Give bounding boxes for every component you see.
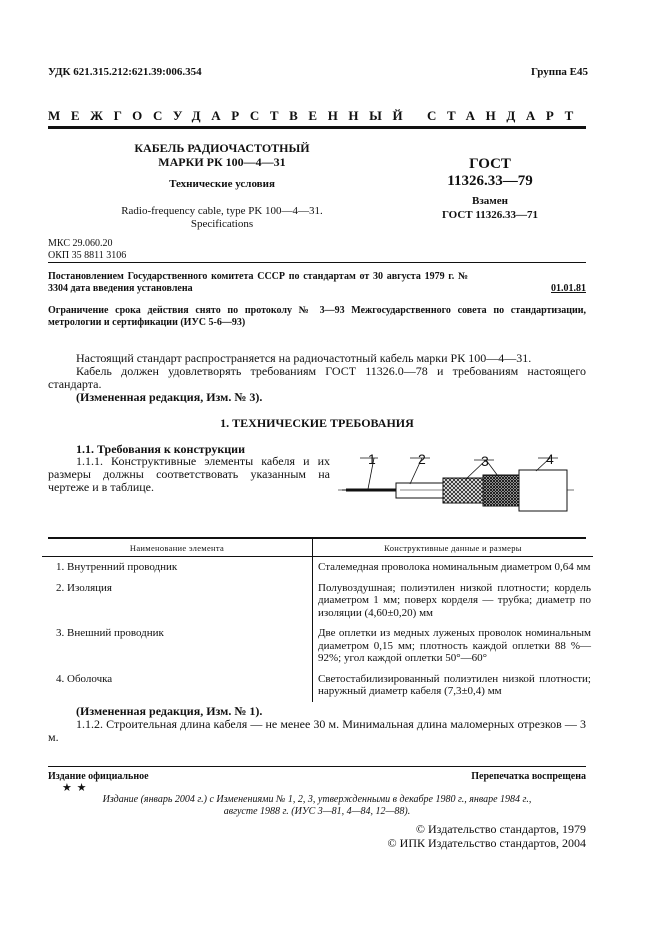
- table-edit-note: (Измененная редакция, Изм. № 1).: [76, 704, 263, 718]
- english-title-line1: Radio-frequency cable, type PK 100—4—31.: [121, 205, 323, 217]
- drawing-label-1: 1: [368, 451, 376, 467]
- table-row: [42, 578, 593, 624]
- table-cell-name: 4. Оболочка: [56, 672, 113, 685]
- paragraph-1-1-1: 1.1.1. Конструктивные элементы кабеля и их размеры должны соответствовать указанным на чертеже и в таблице.: [48, 454, 330, 494]
- footer-rule: [48, 766, 586, 767]
- table-cell-data: Две оплетки из медных луженых проволок номинальным диаметром 0,15 мм; плотность каждой оплетки 88 %—92%; угол каждой оплетки 50°—60°: [313, 623, 594, 669]
- group-code: Группа Е45: [530, 66, 588, 78]
- english-title-line2: Specifications: [190, 218, 254, 230]
- spec-table: [42, 539, 593, 702]
- gost-label: ГОСТ: [469, 156, 511, 172]
- insulation-shape: [396, 483, 446, 498]
- copyright-line1: © Издательство стандартов, 1979: [415, 822, 586, 836]
- outer-braid-1-shape: [443, 478, 485, 503]
- table-cell-data: Полувоздушная; полиэтилен низкой плотности; кордель диаметром 1 мм; поверх корделя — трубка; диаметр по изоляции (4,60±0,20) мм: [313, 578, 594, 624]
- intro-paragraph-2: Кабель должен удовлетворять требованиям ГОСТ 11326.0—78 и требованиям настоящего стандарта.: [48, 364, 586, 391]
- stars: ★ ★: [62, 782, 88, 794]
- reprint-notice: Перепечатка воспрещена: [471, 771, 586, 782]
- official-edition: Издание официальное: [48, 771, 149, 782]
- gost-number: 11326.33—79: [447, 173, 533, 189]
- restriction-note: Ограничение срока действия снято по протоколу № 3—93 Межгосударственного совета по стандартизации, метрологии и сертификации (ИУС 5-6—93): [48, 305, 586, 328]
- edition-note-line2: августе 1988 г. (ИУС 3—81, 4—84, 12—88).: [223, 806, 411, 817]
- spec-table-wrap: [42, 539, 593, 702]
- construction-heading: 1.1. Требования к конструкции: [76, 442, 246, 456]
- table-cell-name: 3. Внешний проводник: [56, 627, 164, 639]
- decree-date: 01.01.81: [551, 283, 586, 294]
- banner-rule: [48, 126, 586, 129]
- standard-banner: МЕЖГОСУДАРСТВЕННЫЙ СТАНДАРТ: [48, 108, 584, 123]
- edition-note: [48, 794, 586, 818]
- jacket-shape: [519, 470, 567, 511]
- table-cell-data: Светостабилизированный полиэтилен низкой плотности; наружный диаметр кабеля (7,3±0,4) мм: [313, 669, 594, 702]
- cable-name-line1: КАБЕЛЬ РАДИОЧАСТОТНЫЙ: [134, 141, 310, 155]
- table-row: [42, 669, 593, 702]
- decree-text: Постановлением Государственного комитета СССР по стандартам от 30 августа 1979 г. № 3304 дата введения установлена: [48, 271, 468, 294]
- edition-note-line1: Издание (январь 2004 г.) с Изменениями № 1, 2, 3, утвержденными в декабре 1980 г., январе 1984 г.,: [102, 794, 532, 805]
- intro-paragraph-1: Настоящий стандарт распространяется на радиочастотный кабель марки РК 100—4—31.: [76, 351, 532, 365]
- outer-braid-2-shape: [483, 475, 521, 506]
- table-cell-data: Сталемедная проволока номинальным диаметром 0,64 мм: [313, 557, 594, 578]
- paragraph-1-1-2: 1.1.2. Строительная длина кабеля — не менее 30 м. Минимальная длина маломерных отрезков — 3 м.: [48, 717, 586, 744]
- english-title: [100, 205, 344, 231]
- cable-name-line2: МАРКИ РК 100—4—31: [158, 155, 286, 169]
- table-header-data: Конструктивные данные и размеры: [313, 539, 594, 557]
- copyright: [388, 822, 586, 850]
- copyright-line2: © ИПК Издательство стандартов, 2004: [387, 836, 586, 850]
- table-row: [42, 623, 593, 669]
- intro-edit-note: (Измененная редакция, Изм. № 3).: [76, 390, 263, 404]
- codes-rule: [48, 262, 586, 263]
- okp-code: ОКП 35 8811 3106: [48, 250, 127, 261]
- drawing-label-4: 4: [546, 451, 554, 467]
- intro: [48, 352, 586, 404]
- cable-name: [100, 141, 344, 169]
- gost-designation: [420, 156, 560, 222]
- drawing-label-3: 3: [481, 453, 489, 469]
- decree: [48, 271, 586, 297]
- table-header-row: [42, 539, 593, 557]
- table-cell-name: 2. Изоляция: [56, 581, 112, 594]
- replace-number: ГОСТ 11326.33—71: [441, 209, 539, 221]
- table-cell-name: 1. Внутренний проводник: [56, 561, 178, 573]
- classification-codes: [48, 238, 126, 262]
- table-header-element: Наименование элемента: [42, 539, 313, 557]
- replace-label: Взамен: [472, 195, 508, 207]
- after-table: [48, 705, 586, 744]
- table-row: [42, 557, 593, 578]
- udk-code: УДК 621.315.212:621.39:006.354: [48, 66, 202, 78]
- drawing-label-2: 2: [418, 451, 426, 467]
- cable-drawing: [338, 448, 576, 518]
- section-heading: 1. ТЕХНИЧЕСКИЕ ТРЕБОВАНИЯ: [220, 416, 414, 430]
- mks-code: МКС 29.060.20: [48, 238, 113, 249]
- document-subtitle: Технические условия: [169, 178, 275, 190]
